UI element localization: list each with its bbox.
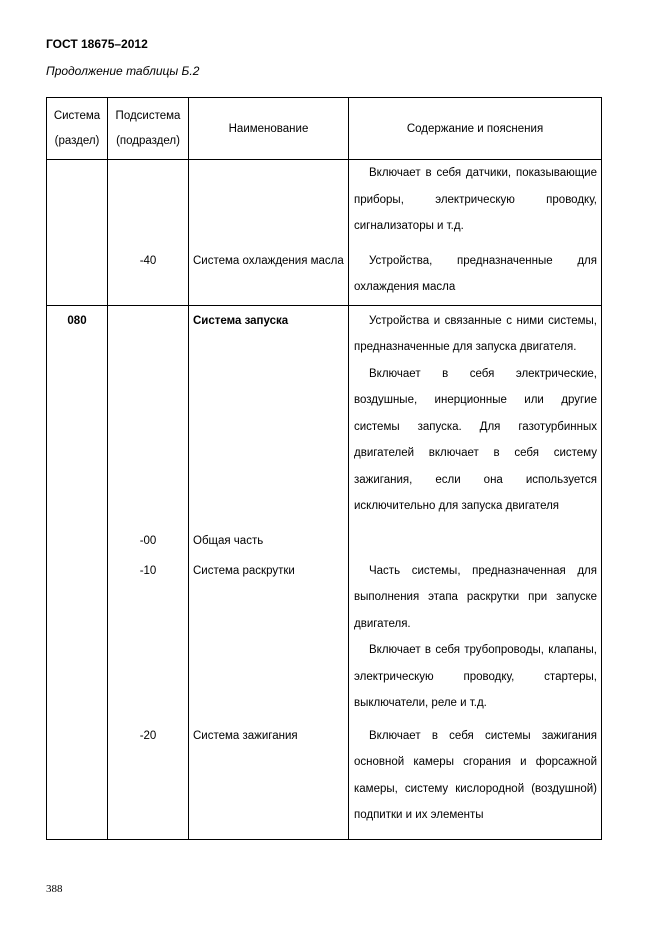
- cell-system: 080: [47, 305, 108, 528]
- description-paragraph: Включает в себя системы зажигания основной камеры сгорания и форсажной камеры, систему кислородной (воздушной) подпитки и их элементы: [354, 729, 597, 821]
- cell-system: [47, 248, 108, 306]
- cell-subsystem: -10: [108, 558, 189, 723]
- column-header-name: Наименование: [189, 98, 349, 160]
- table-continuation-caption: Продолжение таблицы Б.2: [46, 64, 200, 78]
- table-row: [47, 723, 602, 840]
- cell-description: [349, 248, 602, 306]
- table-row: [47, 558, 602, 723]
- cell-name: Система запуска: [189, 305, 349, 528]
- cell-system: [47, 723, 108, 840]
- cell-name: [189, 160, 349, 248]
- cell-description: [349, 160, 602, 248]
- cell-system: [47, 558, 108, 723]
- table-row: [47, 305, 602, 528]
- page-number: 388: [46, 883, 63, 895]
- table-row: [47, 528, 602, 558]
- cell-subsystem: [108, 160, 189, 248]
- cell-name: Система охлаждения масла: [189, 248, 349, 306]
- cell-subsystem: -20: [108, 723, 189, 840]
- column-header-description: Содержание и пояснения: [349, 98, 602, 160]
- description-paragraph: Включает в себя датчики, показывающие приборы, электрическую проводку, сигнализаторы и т.д.: [354, 167, 597, 232]
- cell-name: Система зажигания: [189, 723, 349, 840]
- cell-subsystem: -00: [108, 528, 189, 558]
- systems-table: [46, 97, 602, 840]
- cell-description: [349, 558, 602, 723]
- table-header-row: [47, 98, 602, 160]
- cell-description: [349, 528, 602, 558]
- cell-name: Общая часть: [189, 528, 349, 558]
- cell-subsystem: [108, 305, 189, 528]
- cell-name: Система раскрутки: [189, 558, 349, 723]
- description-paragraph: Включает в себя трубопроводы, клапаны, электрическую проводку, стартеры, выключатели, реле и т.д.: [354, 644, 597, 709]
- cell-description: [349, 305, 602, 528]
- cell-system: [47, 160, 108, 248]
- column-header-subsystem: Подсистема (подраздел): [108, 98, 189, 160]
- cell-system: [47, 528, 108, 558]
- cell-subsystem: -40: [108, 248, 189, 306]
- table-row: [47, 160, 602, 248]
- cell-description: [349, 723, 602, 840]
- description-paragraph: Включает в себя электрические, воздушные, инерционные или другие системы запуска. Для газотурбинных двигателей включает в себя систему зажигания, если она используется исключительно для запуска двигателя: [354, 367, 597, 512]
- description-paragraph: Устройства, предназначенные для охлаждения масла: [354, 254, 597, 293]
- description-paragraph: Часть системы, предназначенная для выполнения этапа раскрутки при запуске двигателя.: [354, 564, 597, 630]
- document-code: ГОСТ 18675–2012: [46, 37, 148, 51]
- column-header-system: Система (раздел): [47, 98, 108, 160]
- table-row: [47, 248, 602, 306]
- description-paragraph: Устройства и связанные с ними системы, предназначенные для запуска двигателя.: [354, 314, 597, 353]
